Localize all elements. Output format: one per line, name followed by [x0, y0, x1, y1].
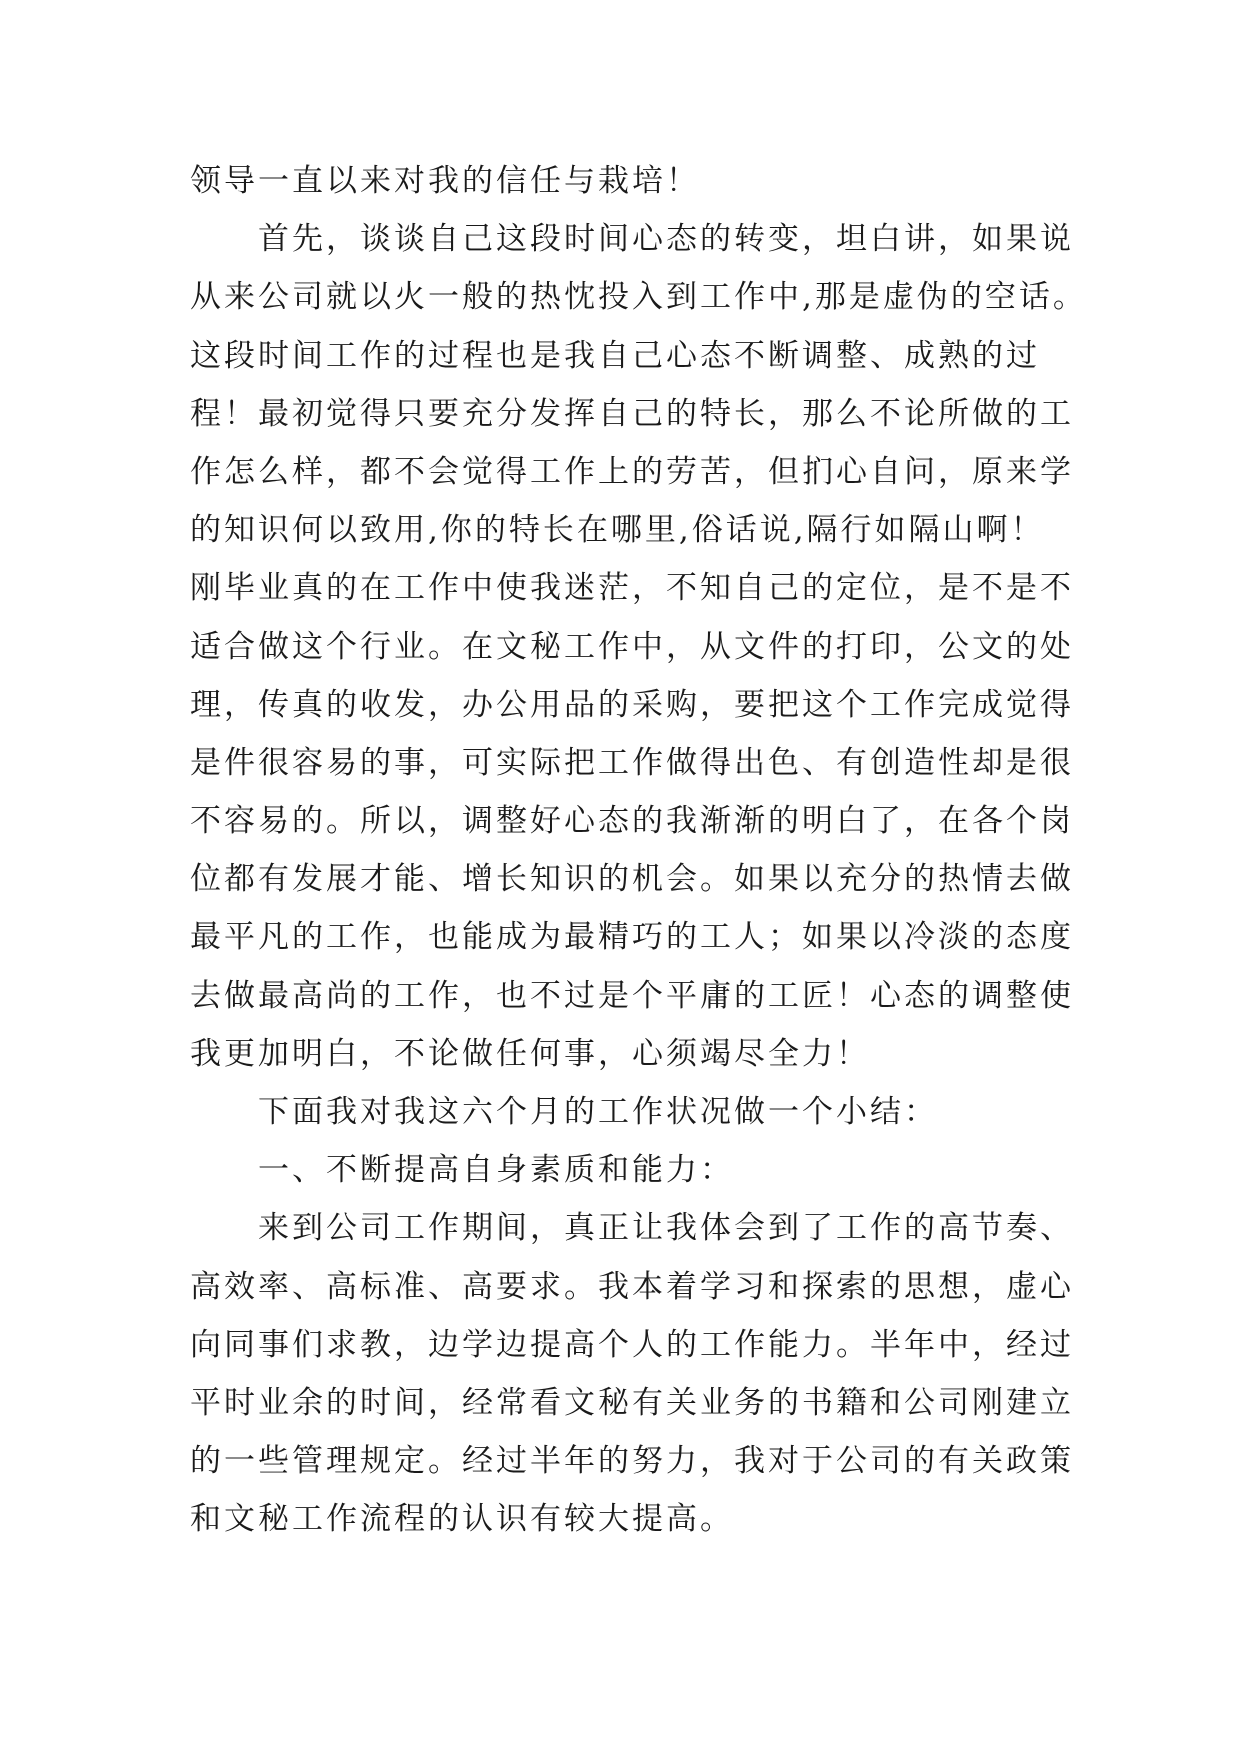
text-line: 作怎么样，都不会觉得工作上的劳苦，但扪心自问，原来学: [190, 453, 1074, 490]
text-line: 我更加明白，不论做任何事，心须竭尽全力！: [190, 1035, 870, 1072]
text-line: 高效率、高标准、高要求。我本着学习和探索的思想，虚心: [190, 1268, 1074, 1305]
text-line: 的知识何以致用,你的特长在哪里,俗话说,隔行如隔山啊！: [190, 512, 1045, 549]
text-line: 来到公司工作期间，真正让我体会到了工作的高节奏、: [258, 1210, 1074, 1247]
text-line: 的一些管理规定。经过半年的努力，我对于公司的有关政策: [190, 1443, 1074, 1480]
text-line: 平时业余的时间，经常看文秘有关业务的书籍和公司刚建立: [190, 1384, 1074, 1421]
text-line: 最平凡的工作，也能成为最精巧的工人；如果以冷淡的态度: [190, 919, 1074, 956]
text-line: 一、不断提高自身素质和能力：: [258, 1152, 734, 1189]
text-line: 适合做这个行业。在文秘工作中，从文件的打印，公文的处: [190, 628, 1074, 665]
text-line: 领导一直以来对我的信任与栽培！: [190, 163, 700, 199]
text-line: 是件很容易的事，可实际把工作做得出色、有创造性却是很: [190, 744, 1074, 781]
text-line: 刚毕业真的在工作中使我迷茫，不知自己的定位，是不是不: [190, 570, 1074, 607]
text-line: 理，传真的收发，办公用品的采购，要把这个工作完成觉得: [190, 686, 1074, 723]
text-line: 程！最初觉得只要充分发挥自己的特长，那么不论所做的工: [190, 395, 1074, 432]
text-line: 这段时间工作的过程也是我自己心态不断调整、成熟的过: [190, 337, 1040, 374]
text-line: 向同事们求教，边学边提高个人的工作能力。半年中，经过: [190, 1326, 1074, 1363]
text-line: 从来公司就以火一般的热忱投入到工作中,那是虚伪的空话。: [190, 279, 1087, 316]
text-line: 不容易的。所以，调整好心态的我渐渐的明白了，在各个岗: [190, 803, 1074, 840]
text-line: 首先，谈谈自己这段时间心态的转变，坦白讲，如果说: [258, 221, 1074, 258]
document-body: [190, 152, 1090, 1549]
text-line: 去做最高尚的工作，也不过是个平庸的工匠！心态的调整使: [190, 977, 1074, 1014]
text-line: 位都有发展才能、增长知识的机会。如果以充分的热情去做: [190, 861, 1074, 898]
text-line: 和文秘工作流程的认识有较大提高。: [190, 1501, 734, 1538]
text-line: 下面我对我这六个月的工作状况做一个小结：: [258, 1094, 938, 1130]
